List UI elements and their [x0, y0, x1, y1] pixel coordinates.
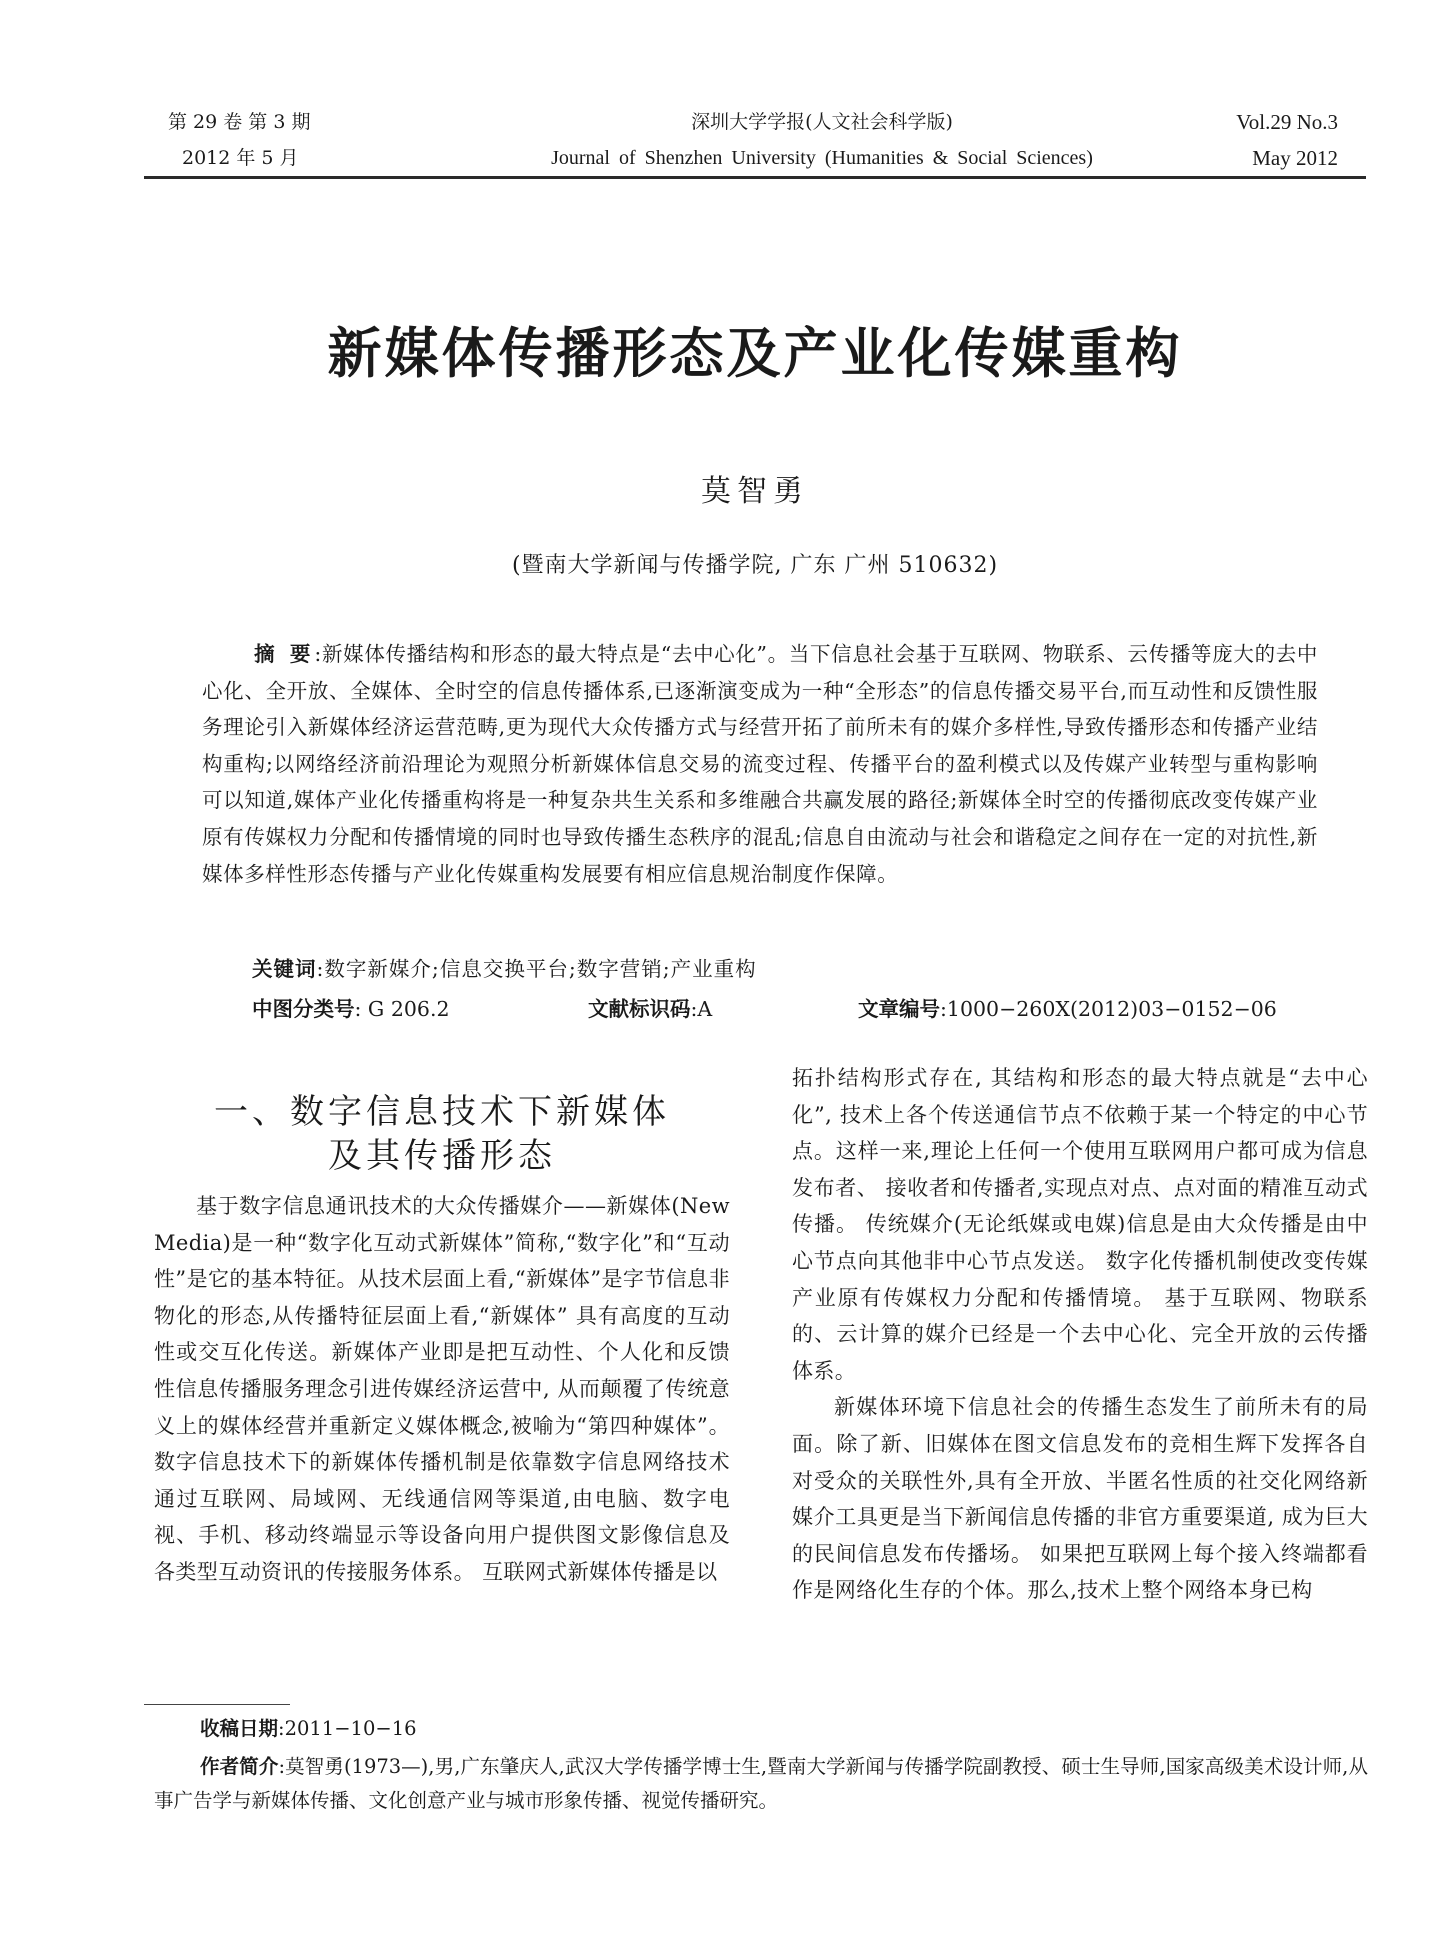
header-rule [144, 176, 1366, 179]
abstract-text: :新媒体传播结构和形态的最大特点是“去中心化”。当下信息社会基于互联网、物联系、云传播等庞大的去中心化、全开放、全媒体、全时空的信息传播体系,已逐渐演变成为一种“全形态”的信息传播交易平台,而互动性和反馈性服务理论引入新媒体经济运营范畴,更为现代大众传播方式与经营开拓了前所未有的媒介多样性,导致传播形态和传播产业结构重构;以网络经济前沿理论为观照分析新媒体信息交易的流变过程、传播平台的盈利模式以及传媒产业转型与重构影响可以知道,媒体产业化传播重构将是一种复杂共生关系和多维融合共赢发展的路径;新媒体全时空的传播彻底改变传媒产业原有传媒权力分配和传播情境的同时也导致传播生态秩序的混乱;信息自由流动与社会和谐稳定之间存在一定的对抗性,新媒体多样性形态传播与产业化传媒重构发展要有相应信息规治制度作保障。 [202, 642, 1319, 886]
article-affiliation: (暨南大学新闻与传播学院, 广东 广州 510632) [511, 553, 999, 578]
header-volume-cn: 第 29 卷 第 3 期 [168, 111, 311, 133]
header-date-en: May 2012 [1252, 146, 1338, 170]
header-volume-en: Vol.29 No.3 [1236, 110, 1338, 134]
body-paragraph-3: 新媒体环境下信息社会的传播生态发生了前所未有的局面。除了新、旧媒体在图文信息发布的竞相生辉下发挥各自对受众的关联性外,具有全开放、半匿名性质的社交化网络新媒介工具更是当下新闻信息传播的非官方重要渠道, 成为巨大的民间信息发布传播场。 如果把互联网上每个接入终端都看作是网络化生存的个体。那么,技术上整个网络本身已构 [792, 1395, 1368, 1603]
body-paragraph-1: 基于数字信息通讯技术的大众传播媒介——新媒体(New Media)是一种“数字化互动式新媒体”简称,“数字化”和“互动性”是它的基本特征。从技术层面上看,“新媒体”是字节信息非物化的形态,从传播特征层面上看,“新媒体” 具有高度的互动性或交互化传送。新媒体产业即是把互动性、个人化和反馈性信息传播服务理念引进传媒经济运营中, 从而颠覆了传统意义上的媒体经营并重新定义媒体概念,被喻为“第四种媒体”。数字信息技术下的新媒体传播机制是依靠数字信息网络技术通过互联网、局域网、无线通信网等渠道,由电脑、数字电视、手机、移动终端显示等设备向用户提供图文影像信息及各类型互动资讯的传接服务体系。 互联网式新媒体传播是以 [154, 1194, 730, 1584]
author-bio-text: :莫智勇(1973—),男,广东肇庆人,武汉大学传播学博士生,暨南大学新闻与传播学院副教授、硕士生导师,国家高级美术设计师,从事广告学与新媒体传播、文化创意产业与城市形象传播、视觉传播研究。 [154, 1755, 1368, 1812]
keywords-label: 关键词 [252, 957, 317, 981]
abstract [202, 636, 1318, 892]
footnote-rule [144, 1704, 290, 1705]
header-journal-en: Journal of Shenzhen University (Humanities & Social Sciences) [551, 147, 1093, 169]
doc-label: 文献标识码 [588, 997, 691, 1021]
body-column-right [792, 1060, 1368, 1609]
art-value: :1000−260X(2012)03−0152−06 [940, 997, 1277, 1021]
document-code [588, 994, 712, 1024]
clc-number [252, 994, 450, 1024]
article-number [858, 994, 1277, 1024]
abstract-label: 摘 要 [254, 642, 315, 666]
received-label: 收稿日期 [200, 1717, 279, 1740]
section-title [154, 1090, 730, 1178]
section-title-line1: 一、数字信息技术下新媒体 [214, 1092, 670, 1132]
keywords-text: :数字新媒介;信息交换平台;数字营销;产业重构 [316, 957, 757, 981]
art-label: 文章编号 [858, 997, 940, 1021]
clc-value: : G 206.2 [354, 997, 450, 1021]
received-value: :2011−10−16 [278, 1717, 417, 1740]
header-journal-cn: 深圳大学学报(人文社会科学版) [691, 111, 953, 133]
author-bio [154, 1750, 1368, 1818]
article-author: 莫智勇 [701, 474, 809, 509]
body-column-left [154, 1188, 730, 1591]
doc-value: :A [690, 997, 713, 1021]
header-date-cn: 2012 年 5 月 [182, 147, 299, 169]
keywords [252, 954, 757, 984]
author-bio-label: 作者简介 [200, 1755, 279, 1778]
clc-label: 中图分类号 [252, 997, 355, 1021]
article-title: 新媒体传播形态及产业化传媒重构 [327, 321, 1183, 385]
body-paragraph-2: 拓扑结构形式存在, 其结构和形态的最大特点就是“去中心化”, 技术上各个传送通信节点不依赖于某一个特定的中心节点。这样一来,理论上任何一个使用互联网用户都可成为信息发布者、 接收者和传播者,实现点对点、点对面的精准互动式传播。 传统媒介(无论纸媒或电媒)信息是由大众传播是由中心节点向其他非中心节点发送。 数字化传播机制使改变传媒产业原有传媒权力分配和传播情境。 基于互联网、物联系的、云计算的媒介已经是一个去中心化、完全开放的云传播体系。 [792, 1066, 1368, 1383]
section-title-line2: 及其传播形态 [328, 1136, 556, 1176]
received-date [200, 1712, 417, 1746]
